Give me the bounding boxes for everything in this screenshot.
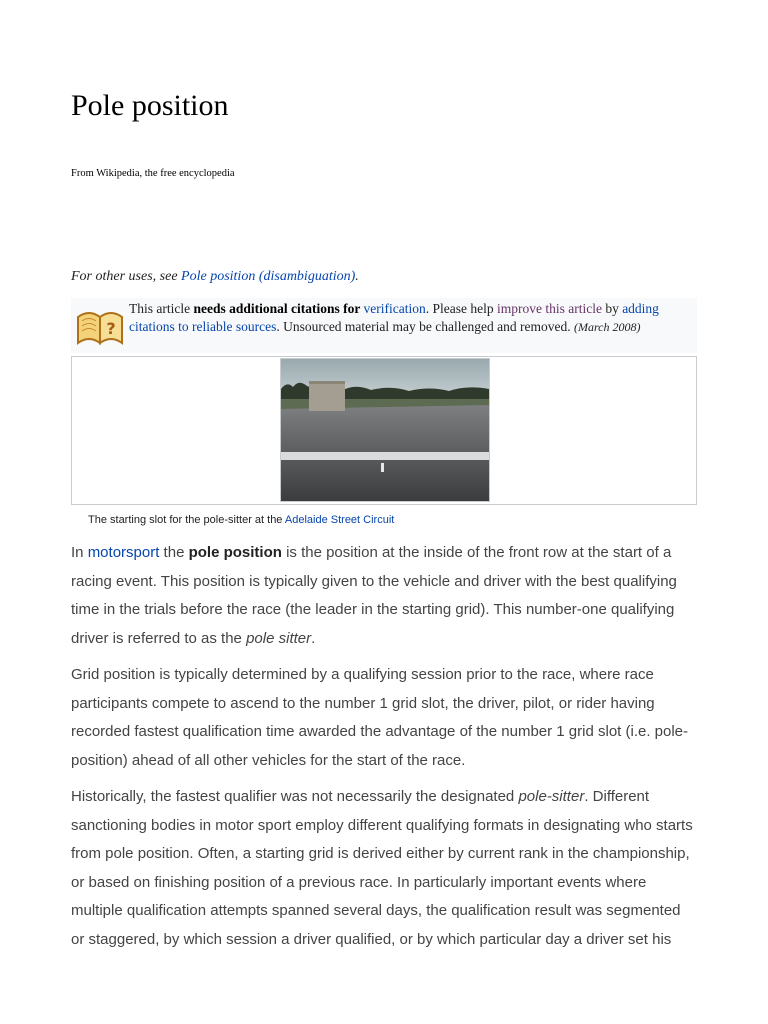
hatnote-suffix: . bbox=[355, 269, 359, 284]
paragraph-3 bbox=[71, 783, 697, 954]
hatnote bbox=[71, 269, 359, 285]
thumbnail-caption bbox=[88, 514, 394, 526]
verification-link[interactable]: verification bbox=[363, 301, 426, 316]
site-tagline: From Wikipedia, the free encyclopedia bbox=[71, 168, 235, 179]
pole-sitter-term: pole sitter bbox=[246, 629, 312, 647]
disambiguation-link[interactable]: Pole position (disambiguation) bbox=[181, 269, 356, 284]
notice-text-1: This article bbox=[129, 301, 194, 316]
citation-needed-notice bbox=[71, 298, 697, 353]
improve-article-link[interactable]: improve this article bbox=[496, 301, 602, 316]
page-title: Pole position bbox=[71, 89, 229, 122]
adding-citations-link[interactable]: adding citations to reliable sources bbox=[129, 301, 659, 334]
p3-text-2: . Different sanctioning bodies in motor sport employ different qualifying formats in designating who starts from pole position. Often, a starting grid is derived either by current rank in the championship, or based on finishing position of a previous race. In particularly important events where multiple qualification attempts spanned several days, the qualification result was segmented or staggered, by which session a driver qualified, or by which particular day a driver set his bbox=[71, 788, 693, 948]
hatnote-prefix: For other uses, see bbox=[71, 269, 182, 284]
notice-text bbox=[129, 300, 689, 336]
notice-text-2: . Please help bbox=[425, 301, 497, 316]
p3-text-1: Historically, the fastest qualifier was not necessarily the designated bbox=[71, 788, 519, 805]
notice-bold: needs additional citations for bbox=[193, 301, 364, 316]
notice-text-4: . Unsourced material may be challenged and removed. bbox=[276, 319, 571, 334]
adelaide-street-circuit-link[interactable]: Adelaide Street Circuit bbox=[284, 514, 395, 526]
p1-text-2: the bbox=[159, 544, 189, 561]
book-question-icon bbox=[74, 303, 126, 349]
notice-text-3: by bbox=[601, 301, 623, 316]
article-body bbox=[71, 539, 697, 962]
caption-text: The starting slot for the pole-sitter at the bbox=[88, 514, 285, 526]
notice-date: (March 2008) bbox=[573, 320, 641, 334]
pole-position-term: pole position bbox=[188, 544, 282, 561]
pole-sitter-italic: pole-sitter bbox=[518, 788, 585, 805]
motorsport-link[interactable]: motorsport bbox=[87, 544, 160, 561]
p1-text-4: . bbox=[311, 629, 316, 647]
p1-text-3: is the position at the inside of the front row at the start of a racing event. This position is typically given to the vehicle and driver with the best qualifying time in the trials before the race (the leader in the starting grid). This number-one qualifying driver is referred to as the bbox=[71, 544, 677, 647]
p1-text-1: In bbox=[71, 544, 88, 561]
paragraph-1 bbox=[71, 539, 697, 653]
paragraph-2: Grid position is typically determined by a qualifying session prior to the race, where race participants compete to ascend to the number 1 grid slot, the driver, pilot, or rider having recorded fastest qualification time awarded the advantage of the number 1 grid slot (i.e. pole-position) ahead of all other vehicles for the start of the race. bbox=[71, 666, 689, 769]
svg-text:?: ? bbox=[106, 319, 116, 338]
thumbnail-frame bbox=[71, 356, 697, 505]
starting-slot-photo[interactable] bbox=[280, 358, 490, 502]
